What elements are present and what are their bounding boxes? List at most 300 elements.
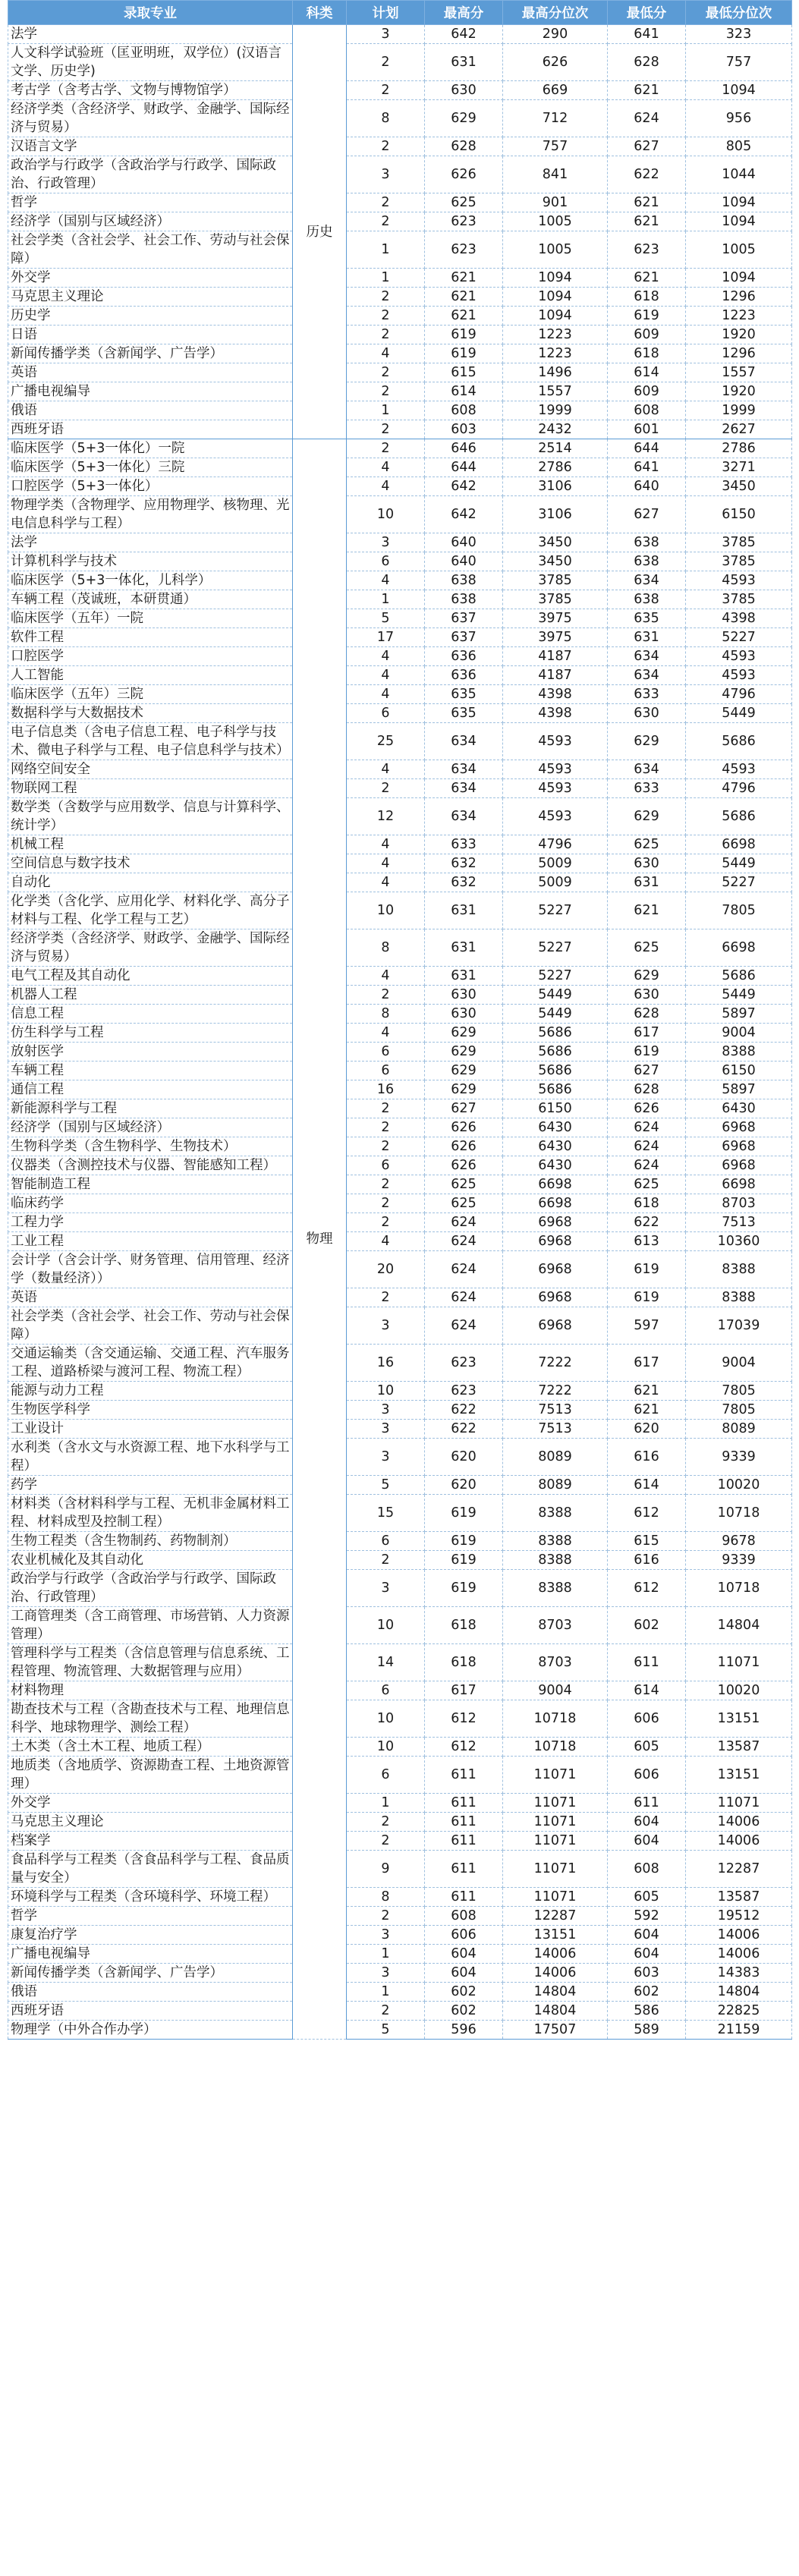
table-row [8,666,792,685]
min-score-cell: 618 [608,344,686,363]
max-rank-cell: 6150 [503,1099,608,1118]
plan-cell: 4 [347,685,425,704]
min-score-cell: 629 [608,798,686,835]
table-row [8,1345,792,1382]
major-cell: 临床医学（五年）一院 [8,609,293,628]
plan-cell: 2 [347,439,425,458]
max-score-cell: 619 [425,1551,503,1570]
min-rank-cell: 1044 [686,156,792,193]
major-cell: 药学 [8,1476,293,1495]
table-row [8,1194,792,1213]
plan-cell: 2 [347,1213,425,1232]
table-row [8,1851,792,1888]
plan-cell: 1 [347,590,425,609]
table-row [8,1382,792,1401]
min-score-cell: 612 [608,1570,686,1607]
max-score-cell: 620 [425,1476,503,1495]
major-cell: 车辆工程（茂诚班，本研贯通） [8,590,293,609]
min-score-cell: 614 [608,1476,686,1495]
min-score-cell: 629 [608,723,686,760]
min-score-cell: 621 [608,1401,686,1420]
max-rank-cell: 11071 [503,1888,608,1907]
min-score-cell: 609 [608,326,686,344]
major-cell: 口腔医学（5+3一体化） [8,477,293,496]
major-cell: 地质类（含地质学、资源勘查工程、土地资源管理） [8,1757,293,1794]
max-rank-cell: 6698 [503,1175,608,1194]
major-cell: 社会学类（含社会学、社会工作、劳动与社会保障） [8,1307,293,1345]
table-row [8,288,792,307]
max-rank-cell: 13151 [503,1926,608,1945]
max-score-cell: 611 [425,1757,503,1794]
max-score-cell: 631 [425,929,503,967]
max-score-cell: 640 [425,552,503,571]
max-score-cell: 619 [425,326,503,344]
max-score-cell: 623 [425,1382,503,1401]
plan-cell: 10 [347,1382,425,1401]
min-rank-cell: 3450 [686,477,792,496]
min-score-cell: 624 [608,1137,686,1156]
min-rank-cell: 6698 [686,929,792,967]
plan-cell: 10 [347,892,425,929]
major-cell: 考古学（含考古学、文物与博物馆学） [8,81,293,100]
max-rank-cell: 4593 [503,779,608,798]
min-rank-cell: 5686 [686,723,792,760]
max-rank-cell: 3975 [503,609,608,628]
table-row [8,1570,792,1607]
major-cell: 土木类（含土木工程、地质工程） [8,1738,293,1757]
max-rank-cell: 5686 [503,1062,608,1080]
max-rank-cell: 11071 [503,1851,608,1888]
plan-cell: 8 [347,100,425,137]
min-score-cell: 628 [608,44,686,81]
min-score-cell: 597 [608,1307,686,1345]
max-score-cell: 626 [425,156,503,193]
max-score-cell: 619 [425,344,503,363]
table-row [8,779,792,798]
min-score-cell: 625 [608,835,686,854]
max-score-cell: 629 [425,1080,503,1099]
major-cell: 工业工程 [8,1232,293,1251]
table-row [8,590,792,609]
min-score-cell: 608 [608,401,686,420]
min-rank-cell: 4398 [686,609,792,628]
max-score-cell: 623 [425,1345,503,1382]
min-score-cell: 620 [608,1420,686,1439]
plan-cell: 6 [347,552,425,571]
major-cell: 哲学 [8,193,293,212]
plan-cell: 5 [347,609,425,628]
min-rank-cell: 4796 [686,779,792,798]
table-row [8,873,792,892]
max-score-cell: 637 [425,609,503,628]
table-row [8,1251,792,1288]
major-cell: 车辆工程 [8,1062,293,1080]
max-score-cell: 628 [425,137,503,156]
min-score-cell: 621 [608,212,686,231]
table-row [8,1964,792,1983]
major-cell: 农业机械化及其自动化 [8,1551,293,1570]
max-score-cell: 633 [425,835,503,854]
max-rank-cell: 5686 [503,1043,608,1062]
max-score-cell: 623 [425,212,503,231]
major-cell: 哲学 [8,1907,293,1926]
plan-cell: 6 [347,1156,425,1175]
max-score-cell: 638 [425,571,503,590]
major-cell: 俄语 [8,1983,293,2002]
min-rank-cell: 1094 [686,193,792,212]
min-score-cell: 617 [608,1024,686,1043]
min-score-cell: 604 [608,1926,686,1945]
table-row [8,458,792,477]
min-score-cell: 628 [608,1080,686,1099]
min-score-cell: 624 [608,100,686,137]
plan-cell: 2 [347,137,425,156]
plan-cell: 2 [347,1551,425,1570]
max-score-cell: 611 [425,1888,503,1907]
major-cell: 放射医学 [8,1043,293,1062]
max-score-cell: 619 [425,1495,503,1532]
min-score-cell: 602 [608,1983,686,2002]
max-score-cell: 631 [425,967,503,986]
table-row [8,1137,792,1156]
max-score-cell: 626 [425,1137,503,1156]
plan-cell: 6 [347,704,425,723]
table-row [8,1439,792,1476]
max-score-cell: 620 [425,1439,503,1476]
table-row [8,647,792,666]
max-rank-cell: 8703 [503,1607,608,1644]
max-rank-cell: 8388 [503,1570,608,1607]
major-cell: 新能源科学与工程 [8,1099,293,1118]
plan-cell: 2 [347,1099,425,1118]
min-score-cell: 619 [608,307,686,326]
max-rank-cell: 1094 [503,307,608,326]
header-max-rank: 最高分位次 [503,1,608,25]
major-cell: 管理科学与工程类（含信息管理与信息系统、工程管理、物流管理、大数据管理与应用） [8,1644,293,1681]
max-score-cell: 635 [425,685,503,704]
max-rank-cell: 8388 [503,1495,608,1532]
table-row [8,1532,792,1551]
plan-cell: 9 [347,1851,425,1888]
plan-cell: 14 [347,1644,425,1681]
min-rank-cell: 10360 [686,1232,792,1251]
min-score-cell: 641 [608,458,686,477]
plan-cell: 2 [347,1813,425,1832]
table-row [8,1005,792,1024]
table-row [8,100,792,137]
major-cell: 食品科学与工程类（含食品科学与工程、食品质量与安全） [8,1851,293,1888]
max-rank-cell: 3975 [503,628,608,647]
major-cell: 口腔医学 [8,647,293,666]
table-row [8,2002,792,2021]
table-row [8,685,792,704]
max-score-cell: 630 [425,1005,503,1024]
max-score-cell: 602 [425,2002,503,2021]
major-cell: 广播电视编导 [8,1945,293,1964]
table-row [8,704,792,723]
plan-cell: 6 [347,1043,425,1062]
major-cell: 电气工程及其自动化 [8,967,293,986]
max-score-cell: 622 [425,1401,503,1420]
min-score-cell: 621 [608,81,686,100]
major-cell: 法学 [8,25,293,44]
max-score-cell: 617 [425,1681,503,1700]
max-rank-cell: 11071 [503,1813,608,1832]
min-rank-cell: 14383 [686,1964,792,1983]
plan-cell: 4 [347,458,425,477]
plan-cell: 3 [347,1401,425,1420]
major-cell: 物联网工程 [8,779,293,798]
max-score-cell: 632 [425,873,503,892]
major-cell: 马克思主义理论 [8,288,293,307]
min-score-cell: 624 [608,1118,686,1137]
major-cell: 电子信息类（含电子信息工程、电子科学与技术、微电子科学与工程、电子信息科学与技术） [8,723,293,760]
min-rank-cell: 14006 [686,1945,792,1964]
major-cell: 空间信息与数字技术 [8,854,293,873]
min-rank-cell: 9004 [686,1345,792,1382]
max-rank-cell: 5686 [503,1024,608,1043]
min-rank-cell: 6698 [686,835,792,854]
plan-cell: 5 [347,2021,425,2040]
plan-cell: 4 [347,854,425,873]
max-score-cell: 621 [425,307,503,326]
plan-cell: 3 [347,1926,425,1945]
max-score-cell: 624 [425,1251,503,1288]
major-cell: 俄语 [8,401,293,420]
table-row [8,1681,792,1700]
plan-cell: 4 [347,344,425,363]
table-row [8,156,792,193]
min-score-cell: 634 [608,571,686,590]
min-rank-cell: 6968 [686,1118,792,1137]
plan-cell: 2 [347,81,425,100]
max-rank-cell: 4593 [503,760,608,779]
plan-cell: 1 [347,231,425,269]
plan-cell: 2 [347,1288,425,1307]
min-rank-cell: 4593 [686,666,792,685]
min-score-cell: 603 [608,1964,686,1983]
min-score-cell: 634 [608,760,686,779]
max-rank-cell: 1094 [503,288,608,307]
major-cell: 软件工程 [8,628,293,647]
major-cell: 工程力学 [8,1213,293,1232]
table-row [8,137,792,156]
table-row [8,363,792,382]
max-rank-cell: 6430 [503,1156,608,1175]
plan-cell: 1 [347,269,425,288]
min-rank-cell: 14006 [686,1926,792,1945]
min-score-cell: 627 [608,137,686,156]
header-major: 录取专业 [8,1,293,25]
plan-cell: 1 [347,1794,425,1813]
min-score-cell: 605 [608,1888,686,1907]
major-cell: 外交学 [8,1794,293,1813]
plan-cell: 2 [347,1194,425,1213]
table-row [8,1476,792,1495]
max-rank-cell: 6968 [503,1288,608,1307]
min-score-cell: 621 [608,193,686,212]
table-row [8,1945,792,1964]
plan-cell: 8 [347,1888,425,1907]
max-rank-cell: 6968 [503,1307,608,1345]
plan-cell: 4 [347,1024,425,1043]
min-score-cell: 606 [608,1757,686,1794]
major-cell: 历史学 [8,307,293,326]
max-rank-cell: 11071 [503,1794,608,1813]
table-row [8,1232,792,1251]
max-rank-cell: 8388 [503,1532,608,1551]
table-row [8,1307,792,1345]
min-score-cell: 601 [608,420,686,439]
max-rank-cell: 3106 [503,477,608,496]
major-cell: 日语 [8,326,293,344]
header-min-rank: 最低分位次 [686,1,792,25]
table-row [8,609,792,628]
min-rank-cell: 13587 [686,1738,792,1757]
min-score-cell: 613 [608,1232,686,1251]
min-rank-cell: 1920 [686,326,792,344]
max-rank-cell: 2514 [503,439,608,458]
min-score-cell: 609 [608,382,686,401]
max-rank-cell: 6968 [503,1213,608,1232]
min-rank-cell: 13151 [686,1757,792,1794]
table-row [8,571,792,590]
max-rank-cell: 11071 [503,1832,608,1851]
major-cell: 交通运输类（含交通运输、交通工程、汽车服务工程、道路桥梁与渡河工程、物流工程） [8,1345,293,1382]
max-rank-cell: 290 [503,25,608,44]
min-score-cell: 629 [608,967,686,986]
min-rank-cell: 9339 [686,1551,792,1570]
min-score-cell: 621 [608,892,686,929]
max-rank-cell: 5227 [503,929,608,967]
plan-cell: 5 [347,1476,425,1495]
major-cell: 经济学（国别与区域经济） [8,1118,293,1137]
min-rank-cell: 4593 [686,760,792,779]
max-rank-cell: 7222 [503,1345,608,1382]
table-row [8,1926,792,1945]
min-score-cell: 621 [608,1382,686,1401]
max-score-cell: 629 [425,1024,503,1043]
plan-cell: 4 [347,760,425,779]
min-score-cell: 622 [608,1213,686,1232]
plan-cell: 2 [347,1907,425,1926]
min-rank-cell: 5686 [686,798,792,835]
major-cell: 勘查技术与工程（含勘查技术与工程、地理信息科学、地球物理学、测绘工程） [8,1700,293,1738]
min-score-cell: 604 [608,1832,686,1851]
min-rank-cell: 10718 [686,1495,792,1532]
min-score-cell: 618 [608,1194,686,1213]
header-plan: 计划 [347,1,425,25]
max-rank-cell: 14006 [503,1945,608,1964]
min-rank-cell: 1557 [686,363,792,382]
min-rank-cell: 7805 [686,892,792,929]
max-score-cell: 626 [425,1118,503,1137]
min-rank-cell: 1296 [686,288,792,307]
plan-cell: 6 [347,1757,425,1794]
table-row [8,929,792,967]
table-row [8,1700,792,1738]
table-row [8,326,792,344]
min-rank-cell: 11071 [686,1644,792,1681]
max-score-cell: 627 [425,1099,503,1118]
plan-cell: 1 [347,1945,425,1964]
max-score-cell: 611 [425,1794,503,1813]
max-score-cell: 624 [425,1307,503,1345]
min-rank-cell: 3271 [686,458,792,477]
major-cell: 仪器类（含测控技术与仪器、智能感知工程） [8,1156,293,1175]
min-rank-cell: 6430 [686,1099,792,1118]
table-row [8,1118,792,1137]
max-score-cell: 625 [425,193,503,212]
table-row [8,1099,792,1118]
min-score-cell: 630 [608,854,686,873]
min-score-cell: 611 [608,1794,686,1813]
min-score-cell: 630 [608,986,686,1005]
max-score-cell: 646 [425,439,503,458]
min-score-cell: 619 [608,1251,686,1288]
table-row [8,212,792,231]
max-score-cell: 619 [425,1532,503,1551]
max-score-cell: 611 [425,1851,503,1888]
min-score-cell: 617 [608,1345,686,1382]
table-row [8,1213,792,1232]
table-row [8,81,792,100]
max-rank-cell: 17507 [503,2021,608,2040]
admission-table-container [8,0,791,2040]
min-rank-cell: 5227 [686,628,792,647]
max-score-cell: 608 [425,401,503,420]
min-rank-cell: 10020 [686,1681,792,1700]
max-rank-cell: 757 [503,137,608,156]
min-score-cell: 602 [608,1607,686,1644]
min-rank-cell: 1920 [686,382,792,401]
min-score-cell: 627 [608,1062,686,1080]
plan-cell: 2 [347,1118,425,1137]
table-row [8,1401,792,1420]
min-score-cell: 631 [608,873,686,892]
major-cell: 康复治疗学 [8,1926,293,1945]
min-rank-cell: 7513 [686,1213,792,1232]
max-score-cell: 634 [425,760,503,779]
plan-cell: 2 [347,986,425,1005]
plan-cell: 3 [347,1307,425,1345]
min-rank-cell: 1999 [686,401,792,420]
min-score-cell: 605 [608,1738,686,1757]
max-score-cell: 612 [425,1700,503,1738]
min-rank-cell: 14804 [686,1607,792,1644]
min-rank-cell: 4593 [686,571,792,590]
max-rank-cell: 1557 [503,382,608,401]
table-row [8,1288,792,1307]
max-score-cell: 596 [425,2021,503,2040]
max-score-cell: 624 [425,1232,503,1251]
table-row [8,1024,792,1043]
plan-cell: 3 [347,533,425,552]
plan-cell: 2 [347,307,425,326]
min-score-cell: 606 [608,1700,686,1738]
max-rank-cell: 901 [503,193,608,212]
admission-scores-table [8,0,792,2040]
major-cell: 物理学类（含物理学、应用物理学、核物理、光电信息科学与工程） [8,496,293,533]
min-score-cell: 619 [608,1288,686,1307]
max-score-cell: 604 [425,1964,503,1983]
max-rank-cell: 3785 [503,571,608,590]
table-row [8,1062,792,1080]
major-cell: 汉语言文学 [8,137,293,156]
min-rank-cell: 11071 [686,1794,792,1813]
table-row [8,1080,792,1099]
min-rank-cell: 10020 [686,1476,792,1495]
